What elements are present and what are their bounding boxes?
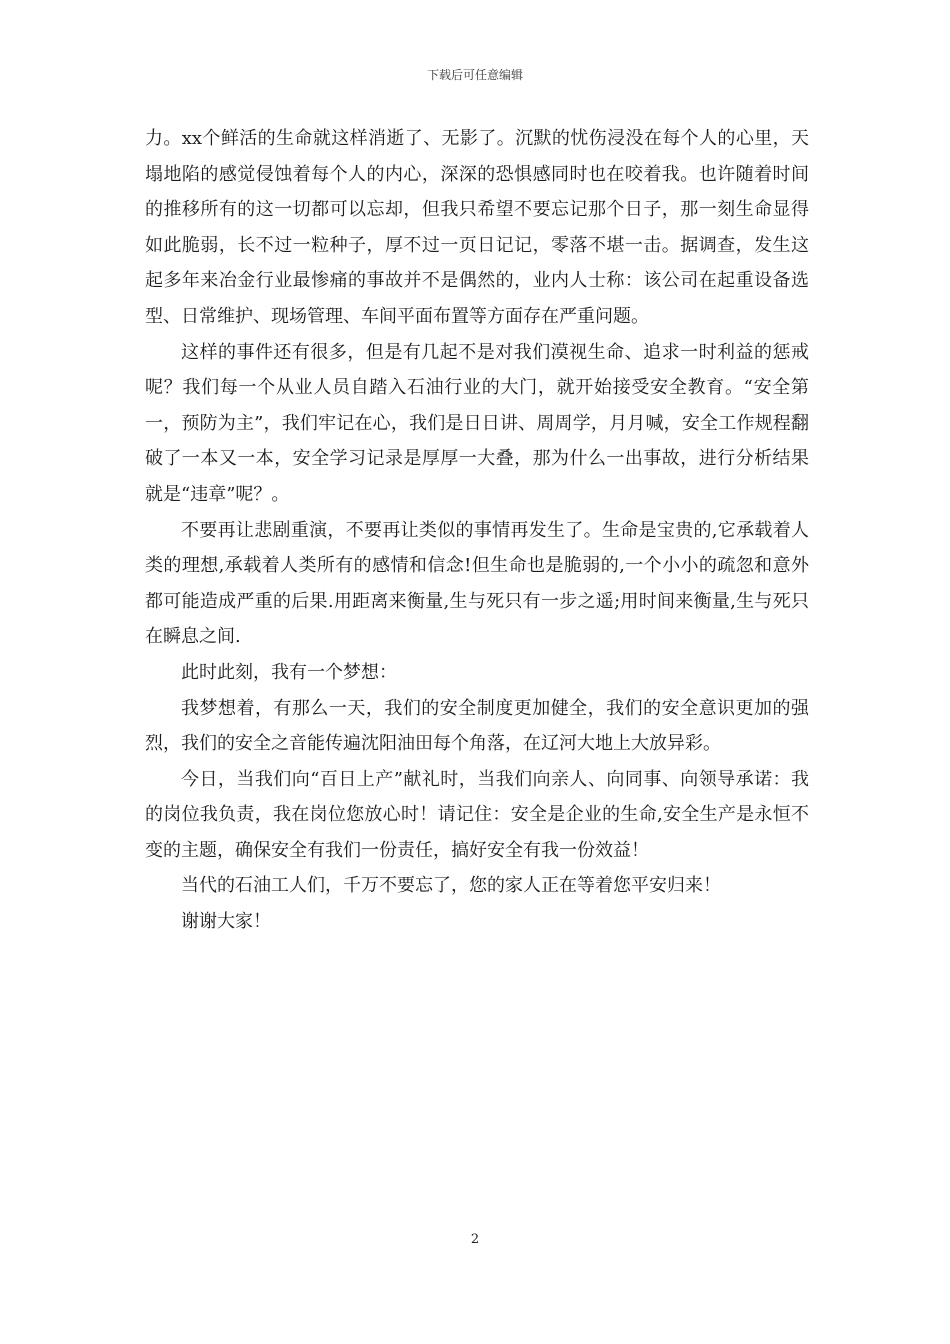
- paragraph-3: 不要再让悲剧重演，不要再让类似的事情再发生了。生命是宝贵的,它承载着人类的理想,承载着人类所有的感情和信念!但生命也是脆弱的,一个小小的疏忽和意外都可能造成严重的后果.用距离来衡量,生与死只有一步之遥;用时间来衡量,生与死只在瞬息之间.: [145, 519, 809, 648]
- paragraph-4: 此时此刻，我有一个梦想：: [181, 661, 397, 683]
- page-number: 2: [470, 1232, 480, 1247]
- paragraph-5: 我梦想着，有那么一天，我们的安全制度更加健全，我们的安全意识更加的强烈，我们的安全之音能传遍沈阳油田每个角落，在辽河大地上大放异彩。: [145, 697, 809, 755]
- page-header: 下载后可任意编辑: [426, 68, 523, 82]
- paragraph-8: 谢谢大家！: [181, 911, 271, 933]
- document-body: [145, 121, 809, 940]
- paragraph-1: 力。xx个鲜活的生命就这样消逝了、无影了。沉默的忧伤浸没在每个人的心里，天塌地陷的感觉侵蚀着每个人的内心，深深的恐惧感同时也在咬着我。也许随着时间的推移所有的这一切都可以忘却，但我只希望不要忘记那个日子，那一刻生命显得如此脆弱，长不过一粒种子，厚不过一页日记记，零落不堪一击。据调查，发生这起多年来冶金行业最惨痛的事故并不是偶然的，业内人士称：该公司在起重设备选型、日常维护、现场管理、车间平面布置等方面存在严重问题。: [145, 128, 809, 327]
- paragraph-7: 当代的石油工人们，千万不要忘了，您的家人正在等着您平安归来！: [181, 875, 721, 897]
- paragraph-2: 这样的事件还有很多，但是有几起不是对我们漠视生命、追求一时利益的惩戒呢？我们每一个从业人员自踏入石油行业的大门，就开始接受安全教育。“安全第一，预防为主”，我们牢记在心，我们是日日讲、周周学，月月喊，安全工作规程翻破了一本又一本，安全学习记录是厚厚一大叠，那为什么一出事故，进行分析结果就是“违章”呢？。: [145, 341, 809, 505]
- paragraph-6: 今日，当我们向“百日上产”献礼时，当我们向亲人、向同事、向领导承诺：我的岗位我负责，我在岗位您放心时！请记住：安全是企业的生命,安全生产是永恒不变的主题，确保安全有我们一份责任，搞好安全有我一份效益！: [145, 768, 809, 861]
